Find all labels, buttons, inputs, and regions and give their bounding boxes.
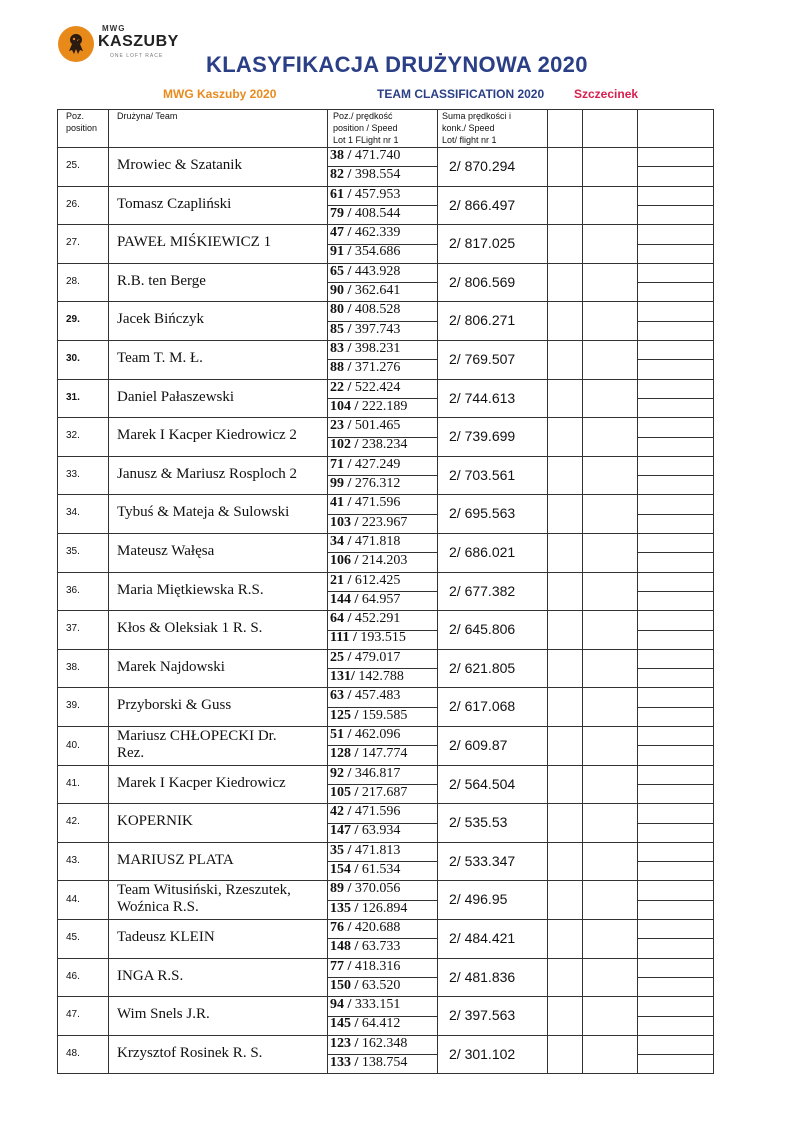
- row-team: [117, 273, 317, 290]
- table-row: [57, 687, 714, 726]
- row-speed-first-value: 471.596: [354, 804, 401, 820]
- row-speed-second: [330, 901, 407, 917]
- row-team: [117, 157, 317, 174]
- row-speed-second: [330, 823, 400, 839]
- row-speed-first-value: 443.928: [354, 263, 401, 279]
- row-speed-second-value: 222.189: [361, 398, 408, 414]
- row-speed-second: [330, 592, 400, 608]
- row-speed-first-value: 398.231: [354, 341, 401, 356]
- header-sum-line: konk./ Speed: [442, 123, 495, 133]
- row-team-line: Daniel Pałaszewski: [117, 388, 235, 405]
- row-team: [117, 929, 317, 946]
- row-sum: 2/ 533.347: [449, 852, 516, 869]
- table-row: [57, 263, 714, 302]
- row-speed-first: [330, 766, 400, 782]
- row-speed-second-pos: 133 /: [330, 1055, 359, 1071]
- header-speed-line: Lot 1 FLight nr 1: [333, 135, 399, 145]
- row-sum: 2/ 744.613: [449, 389, 516, 406]
- row-speed-second-pos: 111 /: [330, 630, 357, 646]
- row-sum: 2/ 866.497: [449, 196, 516, 213]
- row-speed-first-value: 457.483: [354, 688, 401, 704]
- row-speed-second: [330, 785, 407, 801]
- row-team: [117, 697, 317, 714]
- row-sum: 2/ 535.53: [449, 814, 508, 831]
- row-speed-first-value: 346.817: [354, 765, 401, 781]
- subtitle-right: Szczecinek: [574, 87, 639, 101]
- row-sum: 2/ 484.421: [449, 930, 516, 946]
- row-speed-second-pos: 104 /: [330, 398, 359, 414]
- row-team: [117, 311, 317, 328]
- row-speed-first-pos: 34 /: [330, 534, 352, 549]
- row-speed-second: [330, 1016, 400, 1032]
- table-row: [57, 610, 714, 649]
- row-sum: 2/ 481.836: [449, 968, 516, 985]
- row-speed-first-value: 612.425: [354, 572, 401, 588]
- row-team: [117, 543, 317, 560]
- row-speed-second-value: 214.203: [361, 553, 408, 569]
- row-position: 31.: [66, 391, 80, 403]
- row-speed-first-value: 462.339: [354, 225, 401, 241]
- row-team-line: Marek I Kacper Kiedrowicz: [117, 774, 286, 791]
- row-team: [117, 234, 317, 251]
- logo-tagline: ONE LOFT RACE: [110, 53, 164, 59]
- table-row: [57, 919, 714, 958]
- row-team-line: R.B. ten Berge: [117, 272, 206, 289]
- row-speed-first-value: 522.424: [354, 379, 401, 395]
- table-row: [57, 765, 714, 804]
- row-speed-first-pos: 51 /: [330, 727, 352, 742]
- row-position: 40.: [66, 740, 80, 751]
- row-position: 29.: [66, 314, 80, 326]
- table-row: [57, 880, 714, 919]
- row-speed-first: [330, 611, 400, 627]
- row-speed-second-pos: 154 /: [330, 862, 359, 878]
- row-team: [117, 582, 317, 599]
- row-speed-first: [330, 187, 400, 203]
- row-speed-second-value: 63.520: [361, 977, 401, 993]
- row-speed-second-value: 126.894: [361, 900, 408, 916]
- row-speed-second: [330, 399, 407, 415]
- table-row: [57, 417, 714, 456]
- row-speed-second-pos: 99 /: [330, 476, 352, 492]
- row-team: [117, 620, 317, 637]
- row-team: [117, 196, 317, 213]
- row-team-line: Jacek Bińczyk: [117, 311, 205, 328]
- row-speed-second-pos: 147 /: [330, 823, 359, 839]
- row-speed-second-value: 276.312: [354, 476, 401, 492]
- row-speed-second-value: 147.774: [361, 746, 408, 762]
- row-speed-first: [330, 920, 400, 936]
- row-team: [117, 427, 317, 444]
- row-speed-first-value: 462.096: [354, 727, 401, 742]
- row-speed-second-pos: 135 /: [330, 900, 359, 916]
- row-team: [117, 852, 317, 869]
- row-speed-first: [330, 380, 400, 396]
- row-speed-second-pos: 150 /: [330, 977, 359, 993]
- row-speed-second: [330, 630, 406, 646]
- page-title: KLASYFIKACJA DRUŻYNOWA 2020: [206, 52, 588, 77]
- row-speed-first-value: 162.348: [361, 1035, 408, 1051]
- row-position: 45.: [66, 932, 80, 943]
- row-speed-first-pos: 77 /: [330, 958, 352, 974]
- header-sum-line: Lot/ flight nr 1: [442, 135, 497, 145]
- row-sum: 2/ 686.021: [449, 544, 516, 560]
- table-row: [57, 224, 714, 263]
- row-speed-second-value: 238.234: [361, 437, 408, 453]
- row-sum: 2/ 301.102: [449, 1045, 516, 1062]
- row-speed-second-pos: 144 /: [330, 591, 359, 607]
- bird-icon: [58, 26, 94, 62]
- row-position: 34.: [66, 507, 80, 519]
- subtitle-middle: TEAM CLASSIFICATION 2020: [377, 87, 545, 101]
- row-team-line: Team T. M. Ł.: [117, 350, 203, 366]
- row-team-line: Marek I Kacper Kiedrowicz 2: [117, 427, 297, 444]
- row-speed-second: [330, 476, 400, 492]
- row-position: 41.: [66, 777, 80, 789]
- row-speed-second: [330, 360, 400, 376]
- row-team: [117, 968, 317, 985]
- row-speed-second: [330, 283, 400, 299]
- row-speed-first-value: 370.056: [354, 881, 401, 897]
- row-speed-first: [330, 302, 400, 318]
- row-speed-first-pos: 25 /: [330, 649, 352, 665]
- row-position: 35.: [66, 546, 80, 557]
- row-speed-second-value: 63.733: [361, 939, 401, 955]
- row-speed-second-value: 61.534: [361, 862, 401, 878]
- row-team-line: Mariusz CHŁOPECKI Dr.: [117, 728, 277, 744]
- row-team-line: Marek Najdowski: [117, 658, 225, 675]
- row-position: 28.: [66, 275, 80, 287]
- row-position: 44.: [66, 894, 80, 906]
- row-speed-first-pos: 76 /: [330, 920, 352, 935]
- row-speed-second-value: 397.743: [354, 321, 401, 337]
- row-speed-second: [330, 978, 400, 994]
- row-speed-first-value: 427.249: [354, 456, 401, 472]
- row-speed-second-value: 223.967: [361, 514, 408, 530]
- row-sum: 2/ 703.561: [449, 466, 516, 483]
- row-speed-first: [330, 534, 400, 550]
- row-speed-first-pos: 83 /: [330, 341, 352, 356]
- row-team-line: PAWEŁ MIŚKIEWICZ 1: [117, 234, 272, 251]
- row-sum: 2/ 609.87: [449, 737, 508, 753]
- row-speed-second: [330, 708, 407, 724]
- row-speed-first-pos: 71 /: [330, 456, 352, 472]
- row-speed-first: [330, 959, 400, 975]
- row-speed-first-pos: 22 /: [330, 379, 352, 395]
- table-row: [57, 572, 714, 611]
- table-row: [57, 301, 714, 340]
- row-speed-first: [330, 1036, 407, 1052]
- row-speed-second-pos: 128 /: [330, 746, 359, 762]
- row-speed-first: [330, 688, 400, 704]
- row-position: 37.: [66, 623, 80, 635]
- row-speed-first-pos: 41 /: [330, 495, 352, 511]
- row-speed-first-value: 471.818: [354, 534, 401, 549]
- row-speed-second-pos: 88 /: [330, 360, 352, 376]
- row-speed-first-pos: 64 /: [330, 611, 352, 627]
- row-speed-second-pos: 102 /: [330, 437, 359, 453]
- row-speed-first-pos: 89 /: [330, 881, 352, 897]
- header-team: [117, 110, 177, 122]
- row-team-line: KOPERNIK: [117, 813, 193, 830]
- row-speed-first: [330, 727, 400, 743]
- row-speed-second: [330, 862, 400, 878]
- header-pos-line: Poz.: [66, 111, 85, 121]
- table-row: [57, 1035, 714, 1074]
- row-team: [117, 813, 317, 830]
- header-speed: [333, 110, 399, 146]
- row-speed-second-value: 142.788: [358, 669, 404, 685]
- row-speed-second-value: 217.687: [361, 784, 408, 800]
- row-sum: 2/ 695.563: [449, 505, 516, 522]
- row-speed-first: [330, 573, 400, 589]
- row-team: [117, 775, 317, 792]
- row-speed-first-value: 501.465: [354, 418, 401, 434]
- row-speed-first: [330, 804, 400, 820]
- logo-name-text: KASZUBY: [98, 33, 179, 50]
- row-team: [117, 350, 317, 367]
- row-speed-second-value: 398.554: [354, 167, 401, 183]
- row-speed-first-pos: 61 /: [330, 186, 352, 202]
- row-speed-first-pos: 94 /: [330, 997, 352, 1013]
- row-team-line: Mrowiec & Szatanik: [117, 157, 242, 173]
- row-speed-second-value: 408.544: [354, 205, 401, 221]
- row-position: 25.: [66, 160, 80, 171]
- row-team-line: Przyborski & Guss: [117, 697, 232, 714]
- table-row: [57, 379, 714, 418]
- row-speed-first-value: 471.596: [354, 495, 401, 511]
- row-speed-first: [330, 418, 400, 434]
- row-speed-first: [330, 225, 400, 241]
- table-row: [57, 340, 714, 379]
- row-speed-second: [330, 746, 407, 762]
- row-speed-second: [330, 939, 400, 955]
- row-sum: 2/ 621.805: [449, 659, 516, 676]
- row-speed-second: [330, 322, 400, 338]
- row-speed-first-value: 479.017: [354, 649, 401, 665]
- row-sum: 2/ 564.504: [449, 775, 516, 792]
- row-speed-first: [330, 843, 400, 859]
- table-row: [57, 649, 714, 688]
- row-speed-first: [330, 881, 400, 897]
- table-row: [57, 147, 714, 186]
- row-speed-first: [330, 264, 400, 280]
- row-team-line: Mateusz Wałęsa: [117, 543, 215, 559]
- row-speed-second-value: 371.276: [354, 360, 401, 376]
- row-team-line: Kłos & Oleksiak 1 R. S.: [117, 620, 263, 637]
- row-sum: 2/ 739.699: [449, 428, 516, 445]
- row-speed-second: [330, 515, 407, 531]
- row-team-line: Maria Miętkiewska R.S.: [117, 581, 264, 598]
- row-position: 42.: [66, 816, 80, 828]
- row-position: 30.: [66, 353, 80, 364]
- row-speed-second-pos: 103 /: [330, 514, 359, 530]
- logo-mwg-text: MWG: [102, 24, 126, 33]
- row-speed-first-pos: 92 /: [330, 765, 352, 781]
- table-row: [57, 494, 714, 533]
- row-team-line: Tadeusz KLEIN: [117, 929, 215, 945]
- row-team-line: Woźnica R.S.: [117, 899, 199, 916]
- row-speed-second-pos: 145 /: [330, 1016, 359, 1032]
- row-position: 46.: [66, 970, 80, 982]
- row-speed-second-value: 362.641: [354, 283, 401, 299]
- row-speed-second: [330, 553, 407, 569]
- row-speed-second-pos: 125 /: [330, 707, 359, 723]
- row-sum: 2/ 806.271: [449, 312, 516, 329]
- row-team: [117, 1045, 317, 1062]
- table-row: [57, 533, 714, 572]
- row-speed-first-value: 457.953: [354, 186, 401, 202]
- row-speed-first-value: 452.291: [354, 611, 401, 627]
- row-position: 27.: [66, 237, 80, 249]
- row-sum: 2/ 617.068: [449, 698, 516, 715]
- row-team-line: MARIUSZ PLATA: [117, 851, 234, 868]
- header-sum-line: Suma prędkości i: [442, 111, 512, 121]
- row-speed-first-pos: 123 /: [330, 1035, 359, 1051]
- row-speed-second: [330, 437, 407, 453]
- row-speed-second-pos: 91 /: [330, 244, 352, 260]
- row-sum: 2/ 496.95: [449, 891, 508, 908]
- row-speed-second-pos: 85 /: [330, 321, 352, 337]
- row-speed-second: [330, 206, 400, 222]
- row-speed-first-value: 408.528: [354, 302, 401, 318]
- row-speed-second: [330, 244, 400, 260]
- row-speed-first-pos: 35 /: [330, 842, 352, 858]
- row-team: [117, 389, 317, 406]
- row-speed-second-value: 64.412: [361, 1016, 401, 1032]
- row-position: 36.: [66, 584, 80, 596]
- row-speed-first-pos: 63 /: [330, 688, 352, 704]
- row-team: [117, 728, 317, 762]
- row-position: 39.: [66, 700, 80, 712]
- row-speed-first-value: 418.316: [354, 958, 401, 974]
- row-speed-first-value: 471.813: [354, 842, 401, 858]
- row-team: [117, 1006, 317, 1023]
- row-speed-second-pos: 79 /: [330, 205, 352, 221]
- row-speed-second-pos: 131/: [330, 669, 355, 685]
- row-team: [117, 659, 317, 676]
- table-row-line: [57, 1073, 714, 1074]
- row-speed-first: [330, 457, 400, 473]
- table-row: [57, 803, 714, 842]
- header-speed-line: position / Speed: [333, 123, 398, 133]
- row-position: 47.: [66, 1009, 80, 1021]
- row-team: [117, 466, 317, 483]
- row-speed-second-value: 64.957: [361, 591, 401, 607]
- row-speed-first-value: 333.151: [354, 997, 401, 1013]
- header-sum: [442, 110, 511, 146]
- row-position: 33.: [66, 468, 80, 480]
- classification-table: [57, 109, 714, 1073]
- row-speed-second: [330, 167, 400, 183]
- table-row: [57, 726, 714, 765]
- table-row: [57, 456, 714, 495]
- row-speed-first-pos: 38 /: [330, 148, 352, 163]
- row-sum: 2/ 645.806: [449, 621, 516, 638]
- row-speed-first-pos: 42 /: [330, 804, 352, 820]
- row-position: 43.: [66, 854, 80, 866]
- row-team: [117, 504, 317, 521]
- table-row-line: [57, 109, 714, 110]
- row-sum: 2/ 769.507: [449, 351, 516, 367]
- row-speed-first-pos: 65 /: [330, 263, 352, 279]
- row-speed-second-value: 159.585: [361, 707, 408, 723]
- row-speed-first: [330, 341, 400, 357]
- table-row: [57, 996, 714, 1035]
- header-team-line: Drużyna/ Team: [117, 111, 178, 121]
- row-speed-second-value: 354.686: [354, 244, 401, 260]
- row-speed-first-pos: 23 /: [330, 418, 352, 434]
- row-position: 48.: [66, 1047, 80, 1059]
- subtitle-left: MWG Kaszuby 2020: [163, 87, 277, 101]
- row-sum: 2/ 806.569: [449, 273, 516, 290]
- header-speed-line: Poz./ prędkość: [333, 111, 393, 121]
- row-sum: 2/ 397.563: [449, 1007, 516, 1024]
- row-speed-first: [330, 997, 400, 1013]
- logo: [58, 24, 179, 66]
- row-speed-second-value: 63.934: [361, 823, 401, 839]
- row-team-line: Janusz & Mariusz Rosploch 2: [117, 465, 297, 482]
- row-speed-first: [330, 495, 400, 511]
- row-team-line: Tybuś & Mateja & Sulowski: [117, 504, 290, 521]
- row-speed-second-pos: 148 /: [330, 939, 359, 955]
- row-team-line: Krzysztof Rosinek R. S.: [117, 1044, 263, 1061]
- row-team-line: Wim Snels J.R.: [117, 1006, 210, 1023]
- row-speed-second-pos: 106 /: [330, 553, 359, 569]
- table-row: [57, 186, 714, 225]
- row-speed-second-pos: 82 /: [330, 167, 352, 183]
- row-sum: 2/ 870.294: [449, 158, 516, 174]
- row-speed-second-pos: 105 /: [330, 784, 359, 800]
- row-sum: 2/ 677.382: [449, 582, 516, 599]
- row-team-line: Team Witusiński, Rzeszutek,: [117, 882, 291, 899]
- row-speed-first-pos: 80 /: [330, 302, 352, 318]
- header-pos-line: position: [66, 123, 98, 133]
- row-position: 26.: [66, 198, 80, 210]
- row-speed-first: [330, 148, 400, 164]
- row-team-line: INGA R.S.: [117, 967, 184, 984]
- row-speed-first-pos: 21 /: [330, 572, 352, 588]
- row-team-line: Tomasz Czapliński: [117, 195, 232, 212]
- table-row: [57, 842, 714, 881]
- row-position: 38.: [66, 661, 80, 673]
- table-row: [57, 958, 714, 997]
- row-speed-first-value: 420.688: [354, 920, 401, 935]
- row-speed-second-value: 138.754: [361, 1055, 408, 1071]
- row-speed-first-value: 471.740: [354, 148, 401, 163]
- header-pos: [66, 110, 97, 134]
- row-speed-second: [330, 669, 404, 685]
- row-speed-second-pos: 90 /: [330, 283, 352, 299]
- row-team-line: Rez.: [117, 745, 145, 761]
- row-speed-first: [330, 650, 400, 666]
- row-team: [117, 882, 317, 916]
- row-position: 32.: [66, 430, 80, 442]
- row-speed-first-pos: 47 /: [330, 225, 352, 241]
- row-speed-second: [330, 1055, 407, 1071]
- row-speed-second-value: 193.515: [360, 630, 406, 646]
- row-sum: 2/ 817.025: [449, 235, 516, 252]
